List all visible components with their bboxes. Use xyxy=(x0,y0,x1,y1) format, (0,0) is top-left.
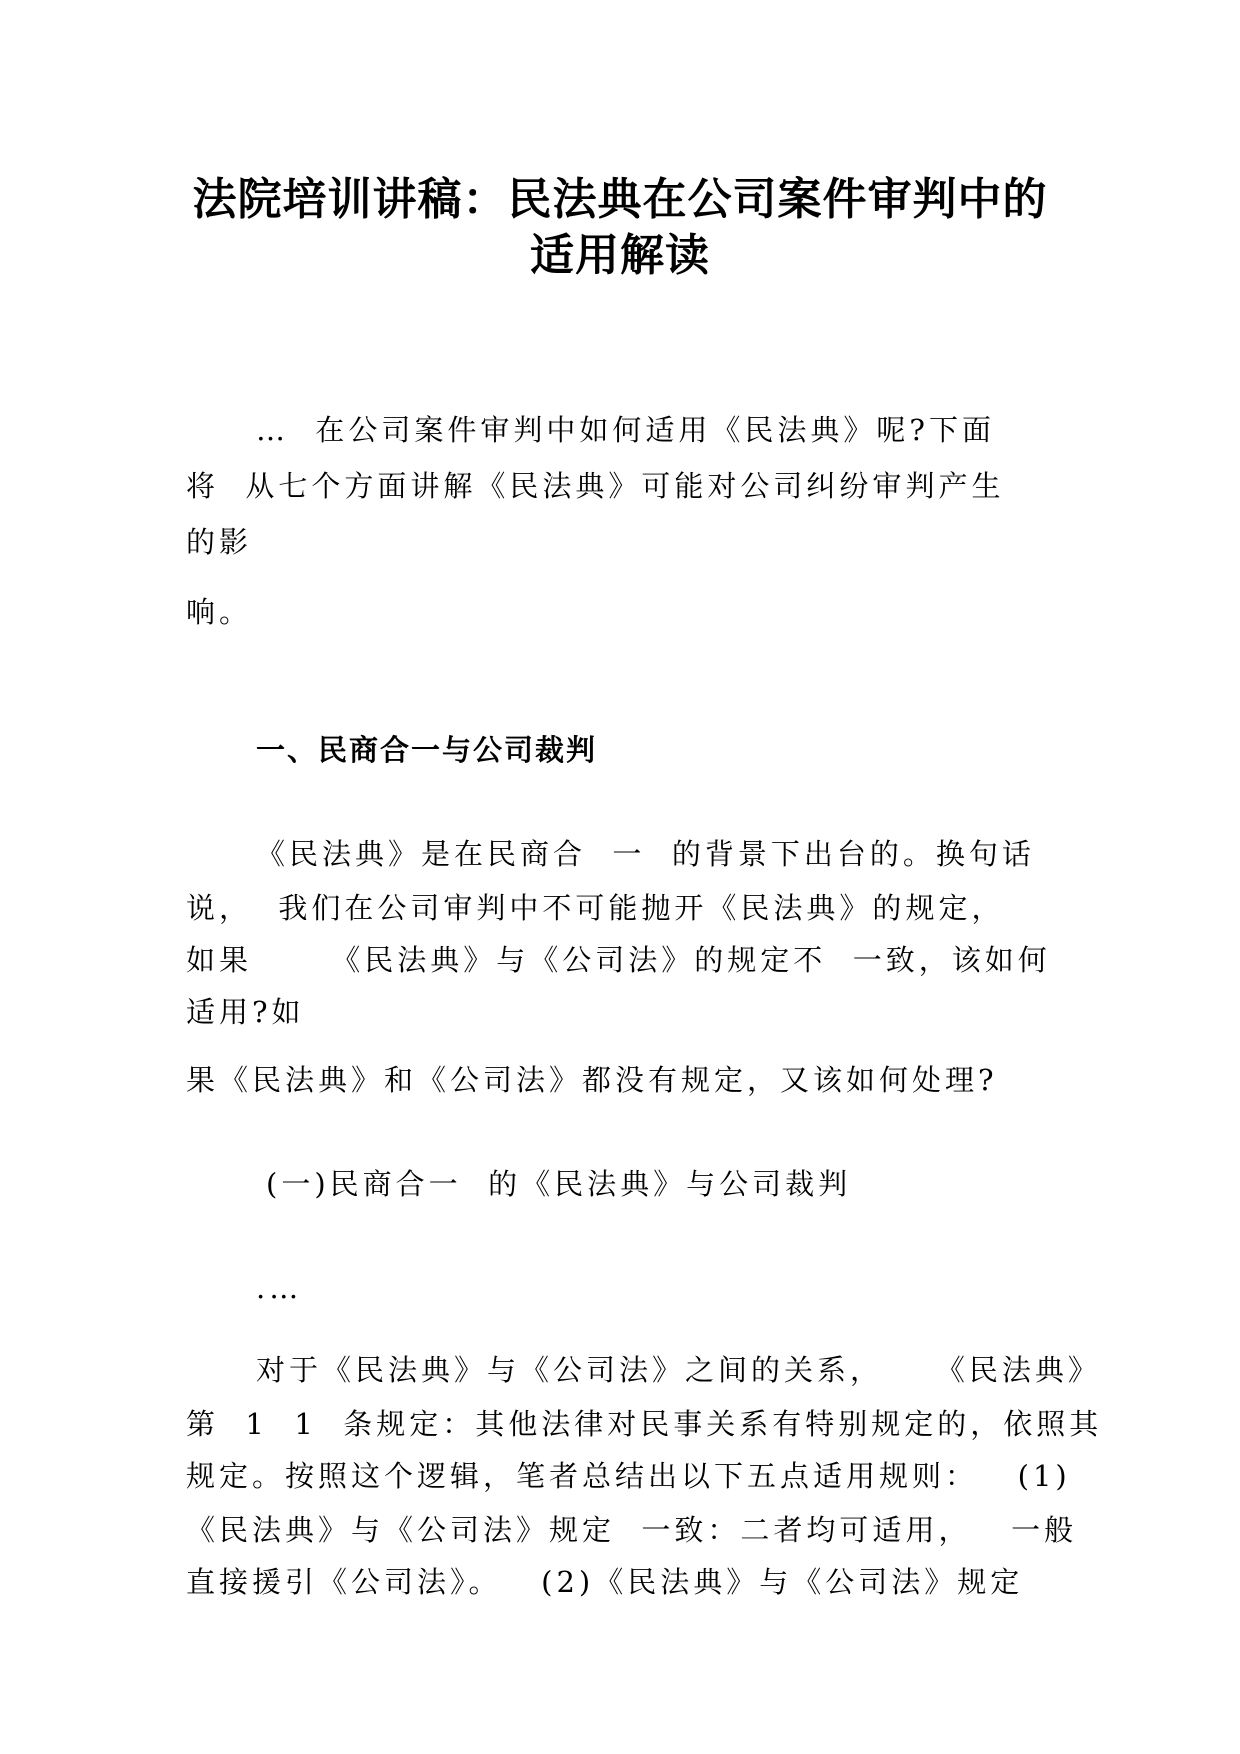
document-title-line-2: 适用解读 xyxy=(530,230,710,281)
document-title-line-1: 法院培训讲稿：民法典在公司案件审判中的 xyxy=(192,174,1048,225)
intro-line-3: 的影 xyxy=(186,525,253,559)
para1-line-3: 如果 《民法典》与《公司法》的规定不 一致，该如何 xyxy=(186,943,1051,977)
para1-line-4: 适用?如 xyxy=(186,995,305,1029)
para1-line-5: 果《民法典》和《公司法》都没有规定，又该如何处理? xyxy=(186,1063,998,1097)
para2-line-1: 对于《民法典》与《公司法》之间的关系， 《民法典》 xyxy=(256,1353,1101,1387)
intro-line-2: 将 从七个方面讲解《民法典》可能对公司纠纷审判产生 xyxy=(186,469,1005,503)
para2-line-5: 直接援引《公司法》。 (2)《民法典》与《公司法》规定 xyxy=(186,1565,1024,1599)
para2-line-3: 规定。按照这个逻辑，笔者总结出以下五点适用规则： (1) xyxy=(186,1459,1071,1493)
intro-line-4: 响。 xyxy=(186,595,253,629)
section-heading-1: 一、民商合一与公司裁判 xyxy=(256,733,598,767)
para2-line-2: 第 1 1 条规定：其他法律对民事关系有特别规定的，依照其 xyxy=(186,1407,1103,1441)
intro-line-1: … 在公司案件审判中如何适用《民法典》呢?下面 xyxy=(256,413,995,447)
para2-line-4: 《民法典》与《公司法》规定 一致：二者均可适用， 一般 xyxy=(186,1513,1078,1547)
ellipsis-line: .… xyxy=(256,1271,303,1305)
para1-line-1: 《民法典》是在民商合 一 的背景下出台的。换句话 xyxy=(256,837,1035,871)
para1-line-2: 说， 我们在公司审判中不可能抛开《民法典》的规定， xyxy=(186,891,1005,925)
subsection-heading-1: (一)民商合一 的《民法典》与公司裁判 xyxy=(266,1167,852,1201)
